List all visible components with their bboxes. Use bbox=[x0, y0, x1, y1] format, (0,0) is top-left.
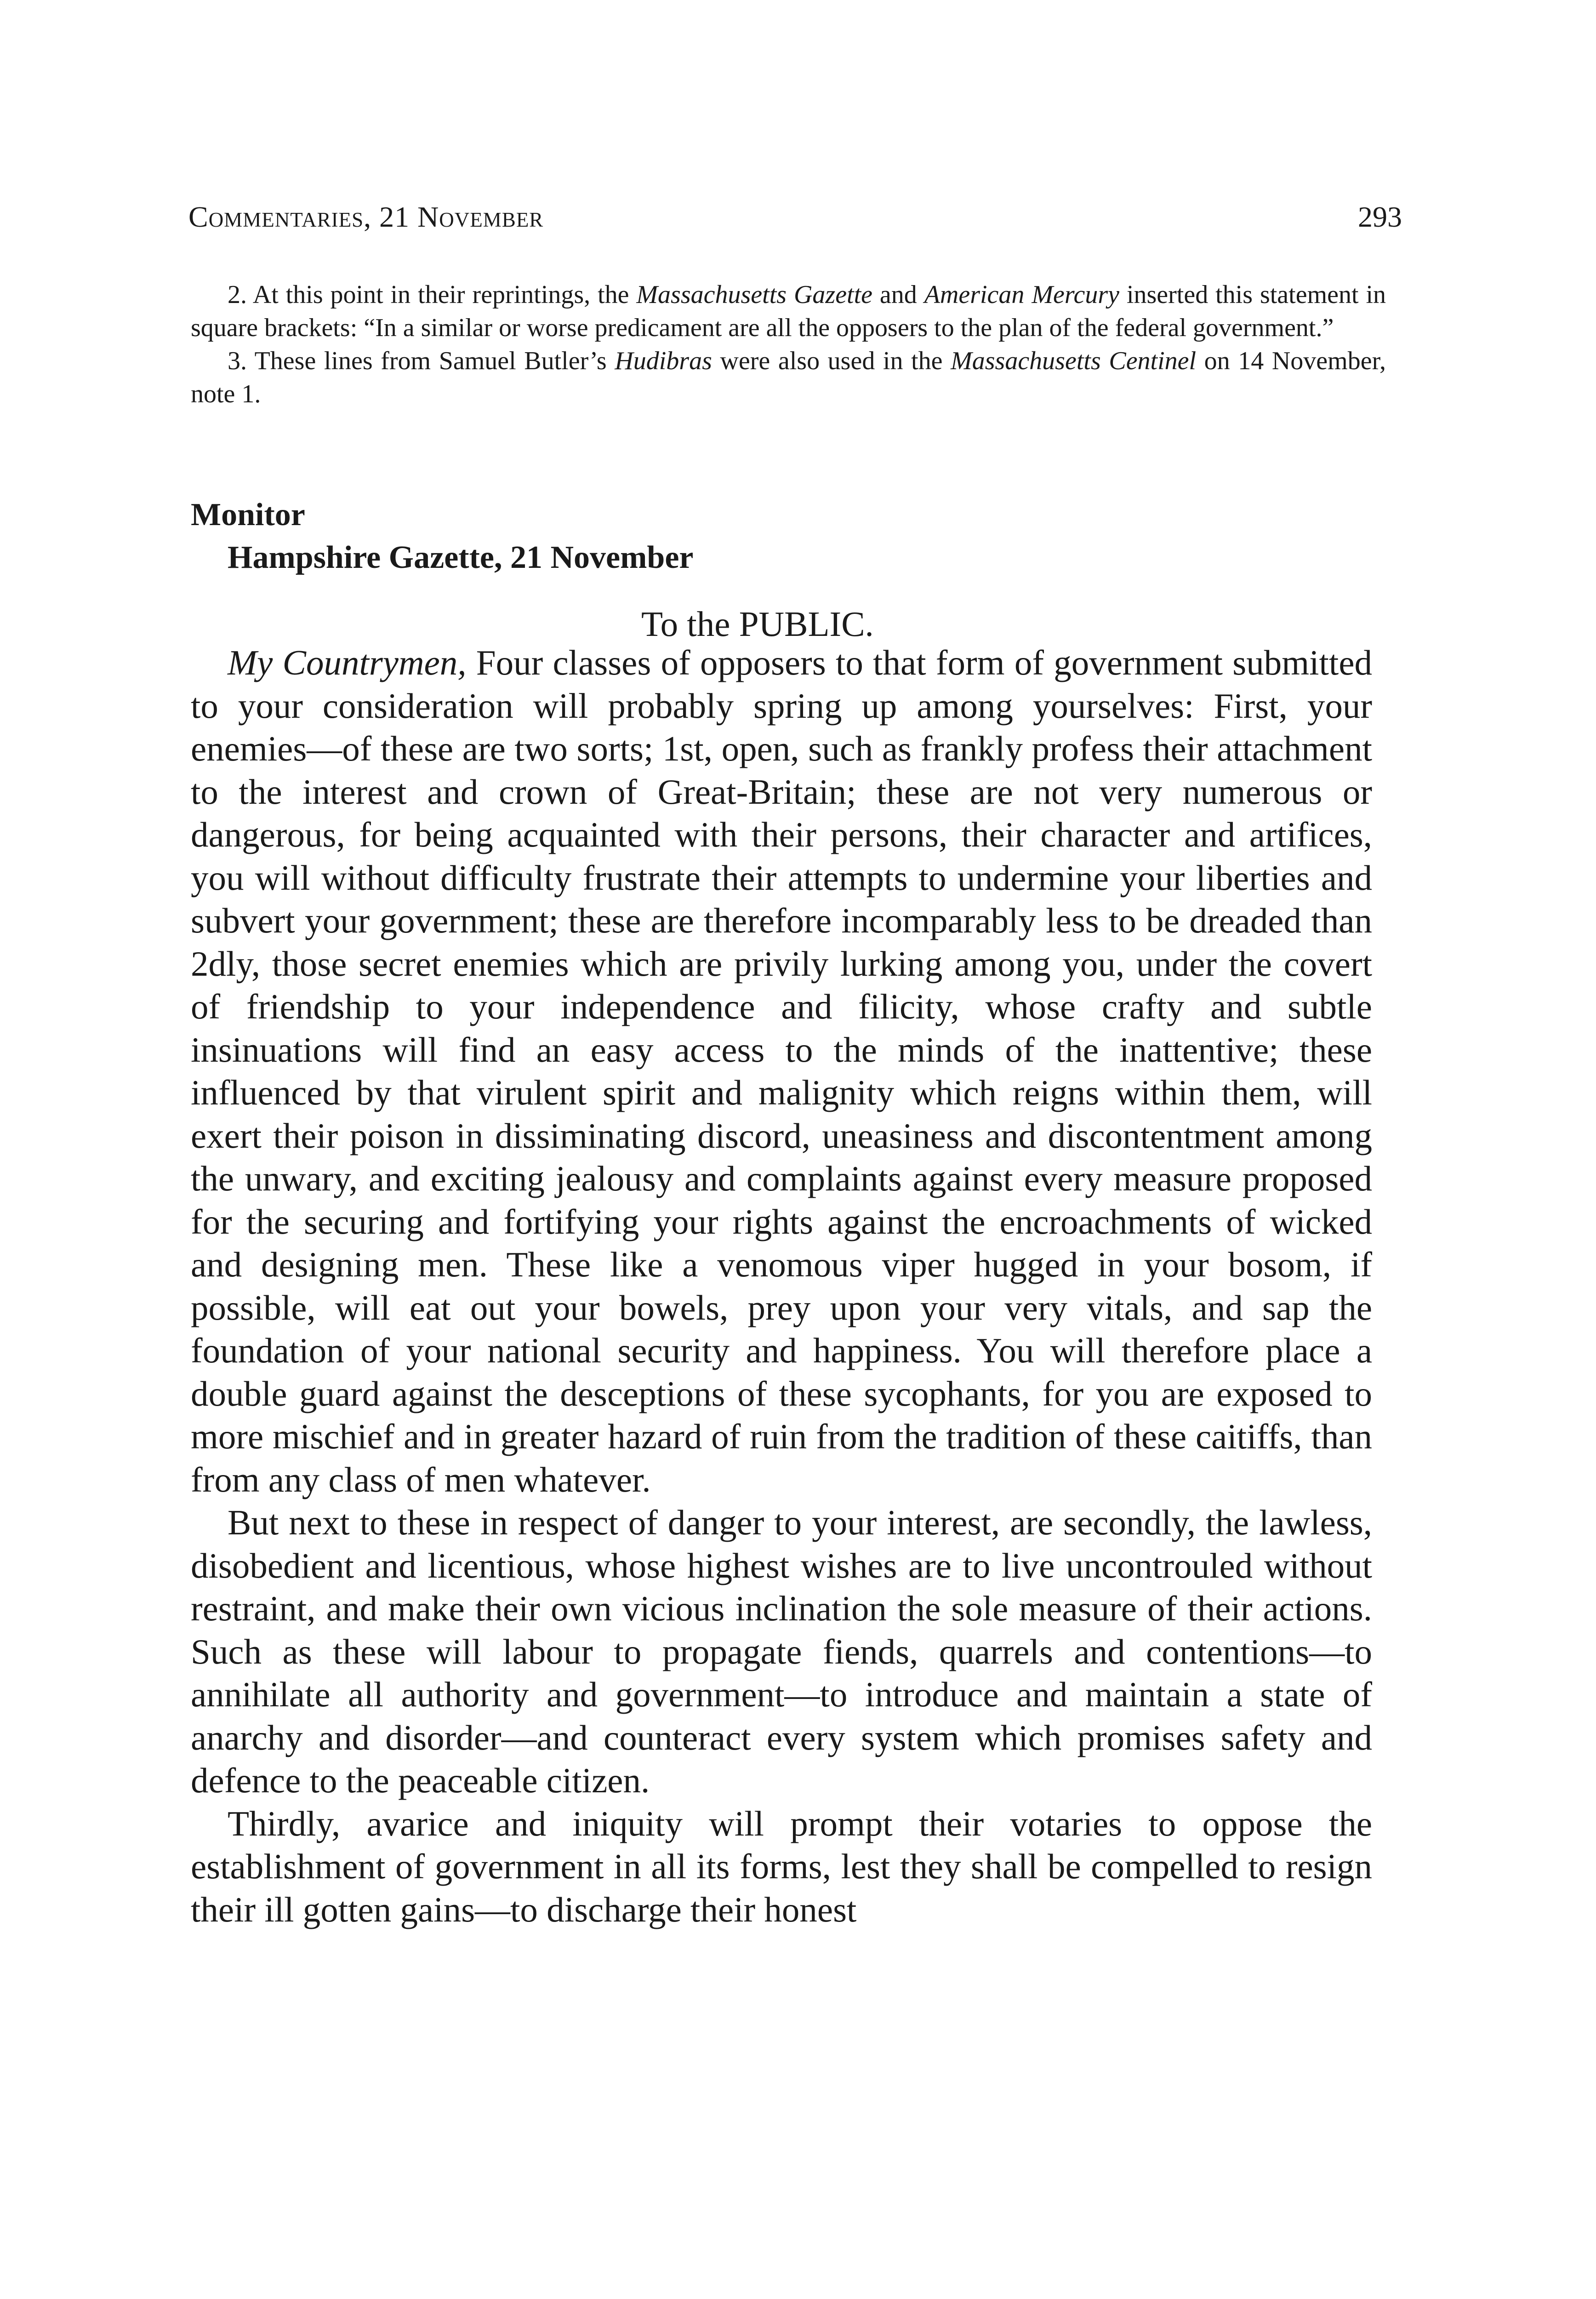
salutation: My Countrymen, bbox=[228, 643, 467, 682]
body-paragraph-2: But next to these in respect of danger to your interest, are secondly, the lawless, disobedient and licentious, whose highest wishes are to live uncontrouled without restraint, and make their own vicious inclination the sole measure of their actions. Such as these will labour to propagate fiends, quarrels and contentions—to annihilate all authority and government—to introduce and maintain a state of anarchy and disorder—and counteract every system which promises safety and defence to the peaceable citizen. bbox=[191, 1503, 1372, 1800]
note-2 bbox=[191, 278, 1386, 344]
document-subheading: Hampshire Gazette, 21 November bbox=[228, 540, 694, 575]
endnotes bbox=[191, 278, 1386, 411]
note-2-text: 2. At this point in their reprintings, the bbox=[228, 280, 637, 309]
running-head bbox=[188, 199, 1402, 235]
note-3-text: 3. These lines from Samuel Butler’s bbox=[228, 347, 615, 375]
running-head-title: Commentaries, 21 November bbox=[188, 200, 544, 233]
document-address: To the PUBLIC. bbox=[641, 604, 874, 644]
note-2-text: and bbox=[872, 280, 924, 309]
page-number: 293 bbox=[1358, 200, 1402, 233]
body-paragraph-1 bbox=[191, 641, 1372, 1501]
note-2-text: inserted this statement in square brackets: “In a similar or worse predicament are all the opposers to the plan of the federal government.” bbox=[191, 280, 1386, 342]
note-3 bbox=[191, 344, 1386, 411]
note-3-title-2: Massachusetts Centinel bbox=[951, 347, 1197, 375]
note-3-text: on 14 November, note 1. bbox=[191, 347, 1386, 408]
body-paragraph-3: Thirdly, avarice and iniquity will prompt their votaries to oppose the establishment of government in all its forms, lest they shall be compelled to resign their ill gotten gains—to discharge their honest bbox=[191, 1803, 1372, 1929]
note-3-title-1: Hudibras bbox=[615, 347, 712, 375]
body-text bbox=[191, 641, 1372, 1931]
note-2-title-2: American Mercury bbox=[924, 280, 1120, 309]
note-2-title-1: Massachusetts Gazette bbox=[636, 280, 873, 309]
paragraph-text: Four classes of opposers to that form of government submitted to your consideration will probably spring up among yourselves: First, your enemies—of these are two sorts; 1st, open, such as frankly profess their attachment to the interest and crown of Great-Britain; these are not very numerous or dangerous, for being acquainted with their persons, their character and artifices, you will without difficulty frustrate their attempts to undermine your liberties and subvert your government; these are therefore incomparably less to be dreaded than 2dly, those secret enemies which are privily lurking among you, under the covert of friendship to your independence and filicity, whose crafty and subtle insinuations will find an easy access to the minds of the inattentive; these influenced by that virulent spirit and malignity which reigns within them, will exert their poison in dissiminating discord, uneasiness and discontentment among the unwary, and exciting jealousy and complaints against every measure proposed for the securing and fortifying your rights against the encroachments of wicked and designing men. These like a venomous viper hugged in your bosom, if possible, will eat out your bowels, prey upon your very vitals, and sap the foundation of your national security and happiness. You will therefore place a double guard against the desceptions of these sycophants, for you are exposed to more mischief and in greater hazard of ruin from the tradition of these caitiffs, than from any class of men whatever. bbox=[191, 643, 1372, 1499]
note-3-text: were also used in the bbox=[712, 347, 951, 375]
document-heading: Monitor bbox=[191, 497, 305, 532]
